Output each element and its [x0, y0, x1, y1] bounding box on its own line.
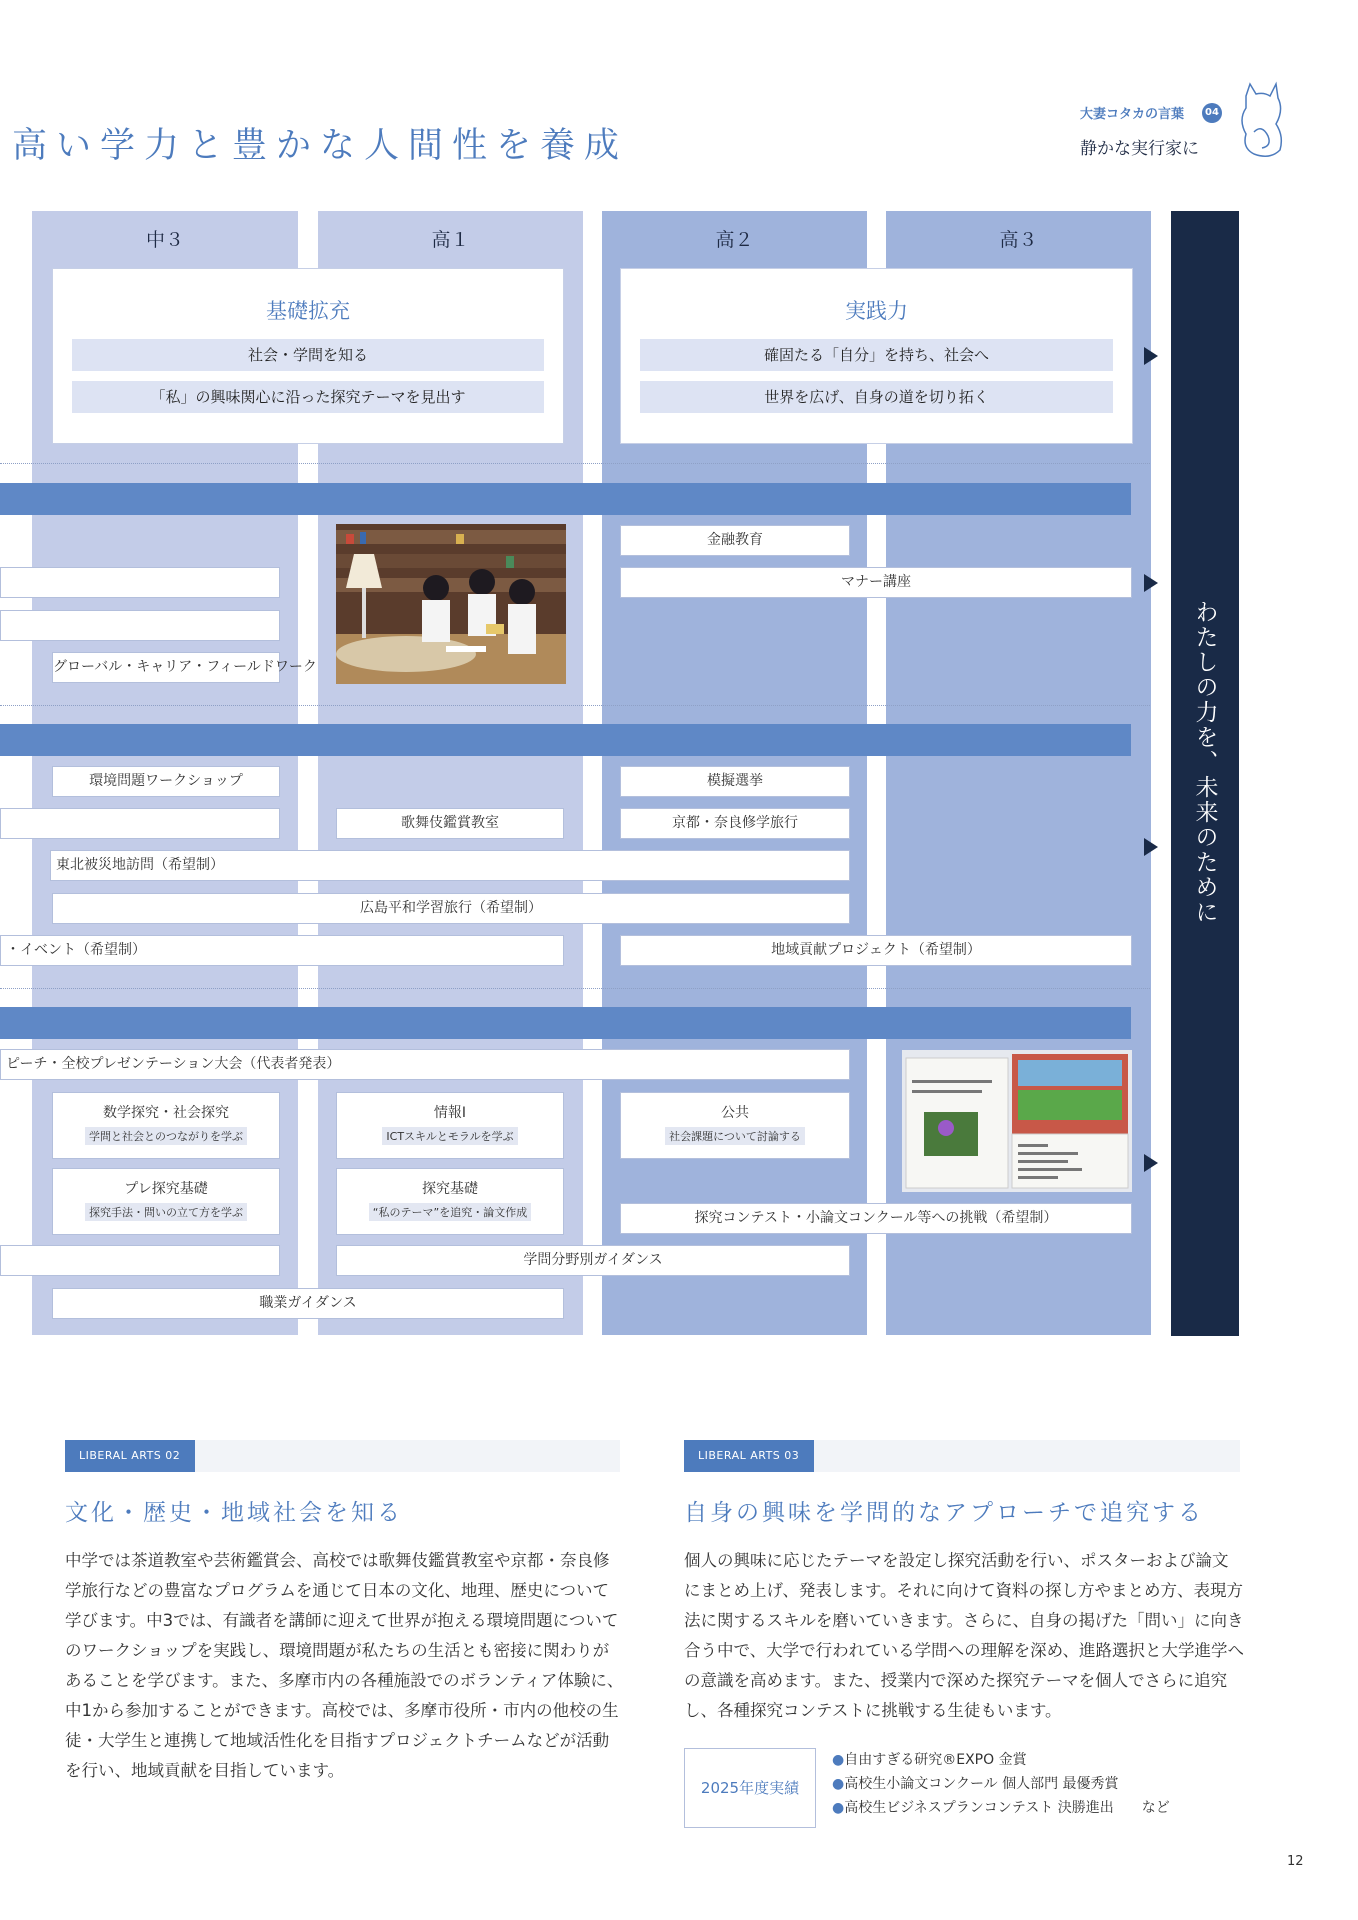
liberal-arts-label-text: LIBERAL ARTS 03 [684, 1440, 814, 1472]
program-bar [0, 808, 280, 839]
section-band [0, 724, 1131, 756]
quote-number-badge: 04 [1202, 103, 1222, 123]
course-subtitle: 社会課題について討論する [665, 1127, 805, 1145]
course-title: 探究基礎 [422, 1181, 478, 1197]
divider [0, 988, 1150, 989]
program-bar: 金融教育 [620, 525, 850, 556]
poster-photo [902, 1050, 1132, 1192]
bullet-icon: ● [832, 1800, 845, 1816]
stage-item: 「私」の興味関心に沿った探究テーマを見出す [72, 381, 544, 413]
program-bar: 学問分野別ガイダンス [336, 1245, 850, 1276]
grade-header: 高３ [999, 229, 1038, 251]
program-bar [0, 610, 280, 641]
program-bar: 環境問題ワークショップ [52, 766, 280, 797]
section-body: 中学では茶道教室や芸術鑑賞会、高校では歌舞伎鑑賞教室や京都・奈良修学旅行などの豊富なプログラムを通じて日本の文化、地理、歴史について学びます。中3では、有識者を講師に迎えて世界が抱える環境問題についてのワークショップを実践し、環境問題が私たちの生活とも密接に関わりがあることを学びます。また、多摩市内の各種施設でのボランティア体験に、中1から参加することができます。高校では、多摩市役所・市内の他校の生徒・大学生と連携して地域活性化を目指すプロジェクトチームなどが活動を行い、地域貢献を目指しています。 [65, 1551, 624, 1780]
bullet-icon: ● [832, 1752, 845, 1768]
section-band [0, 1007, 1131, 1039]
program-bar: 模擬選挙 [620, 766, 850, 797]
vertical-banner-text: わたしの力を、未来のために [1191, 600, 1218, 925]
course-title: 数学探究・社会探究 [103, 1105, 229, 1121]
course-subtitle: 学問と社会とのつながりを学ぶ [85, 1127, 247, 1145]
course-box [52, 1168, 280, 1235]
program-bar: マナー講座 [620, 567, 1132, 598]
course-box [620, 1092, 850, 1159]
program-bar: 探究コンテスト・小論文コンクール等への挑戦（希望制） [620, 1203, 1132, 1234]
section-heading: 文化・歴史・地域社会を知る [65, 1500, 403, 1526]
liberal-arts-label [684, 1440, 1240, 1472]
list-item: ●自由すぎる研究®EXPO 金賞 [832, 1752, 1027, 1768]
page-number: 12 [1287, 1854, 1304, 1869]
arrow-right-icon [1144, 347, 1158, 365]
stage-title: 基礎拡充 [266, 299, 350, 323]
program-bar: ピーチ・全校プレゼンテーション大会（代表者発表） [0, 1049, 850, 1080]
grade-header: 高１ [431, 229, 470, 251]
program-bar: ・イベント（希望制） [0, 935, 564, 966]
course-subtitle: “私のテーマ”を追究・論文作成 [369, 1203, 531, 1221]
stage-item: 社会・学問を知る [72, 339, 544, 371]
achievements-list [832, 1748, 1170, 1820]
grade-header: 中３ [145, 229, 184, 251]
program-bar [0, 1245, 280, 1276]
stage-box-basic [52, 268, 564, 444]
course-title: プレ探究基礎 [124, 1181, 208, 1197]
section-body: 個人の興味に応じたテーマを設定し探究活動を行い、ポスターおよび論文にまとめ上げ、発表します。それに向けて資料の探し方やまとめ方、表現方法に関するスキルを磨いていきます。さらに、自身の掲げた「問い」に向き合う中で、大学で行われている学問への理解を深め、進路選択と大学進学への意識を高めます。また、授業内で深めた探究テーマを個人でさらに追究し、各種探究コンテストに挑戦する生徒もいます。 [684, 1551, 1245, 1720]
stage-item: 確固たる「自分」を持ち、社会へ [640, 339, 1113, 371]
arrow-right-icon [1144, 574, 1158, 592]
course-box [336, 1168, 564, 1235]
program-bar: 職業ガイダンス [52, 1288, 564, 1319]
course-box [336, 1092, 564, 1159]
library-photo [336, 524, 566, 684]
stage-item: 世界を広げ、自身の道を切り拓く [640, 381, 1113, 413]
cat-icon [1232, 74, 1292, 160]
arrow-right-icon [1144, 1154, 1158, 1172]
program-bar: グローバル・キャリア・フィールドワーク [52, 652, 280, 683]
divider [0, 705, 1150, 706]
achievements-label: 2025年度実績 [684, 1748, 816, 1828]
program-bar: 歌舞伎鑑賞教室 [336, 808, 564, 839]
arrow-right-icon [1144, 838, 1158, 856]
liberal-arts-label [65, 1440, 620, 1472]
section-heading: 自身の興味を学問的なアプローチで追究する [684, 1500, 1204, 1526]
stage-title: 実践力 [845, 299, 908, 323]
program-bar: 広島平和学習旅行（希望制） [52, 893, 850, 924]
program-bar: 東北被災地訪問（希望制） [50, 850, 850, 881]
course-box [52, 1092, 280, 1159]
course-title: 公共 [721, 1105, 749, 1121]
quote-tag: 大妻コタカの言葉 [1080, 107, 1185, 122]
program-bar [0, 567, 280, 598]
program-bar: 京都・奈良修学旅行 [620, 808, 850, 839]
list-item: ●高校生小論文コンクール 個人部門 最優秀賞 [832, 1776, 1119, 1792]
quote-subtitle: 静かな実行家に [1080, 139, 1199, 159]
stage-box-practice [620, 268, 1133, 444]
bullet-icon: ● [832, 1776, 845, 1792]
grade-header: 高２ [715, 229, 754, 251]
list-item: ●高校生ビジネスプランコンテスト 決勝進出 など [832, 1800, 1170, 1816]
course-subtitle: ICTスキルとモラルを学ぶ [382, 1127, 517, 1145]
course-subtitle: 探究手法・問いの立て方を学ぶ [85, 1203, 247, 1221]
program-bar: 地域貢献プロジェクト（希望制） [620, 935, 1132, 966]
course-title: 情報Ⅰ [433, 1105, 467, 1121]
page-title: 高い学力と豊かな人間性を養成 [12, 126, 629, 166]
section-band [0, 483, 1131, 515]
liberal-arts-label-text: LIBERAL ARTS 02 [65, 1440, 195, 1472]
divider [0, 463, 1150, 464]
